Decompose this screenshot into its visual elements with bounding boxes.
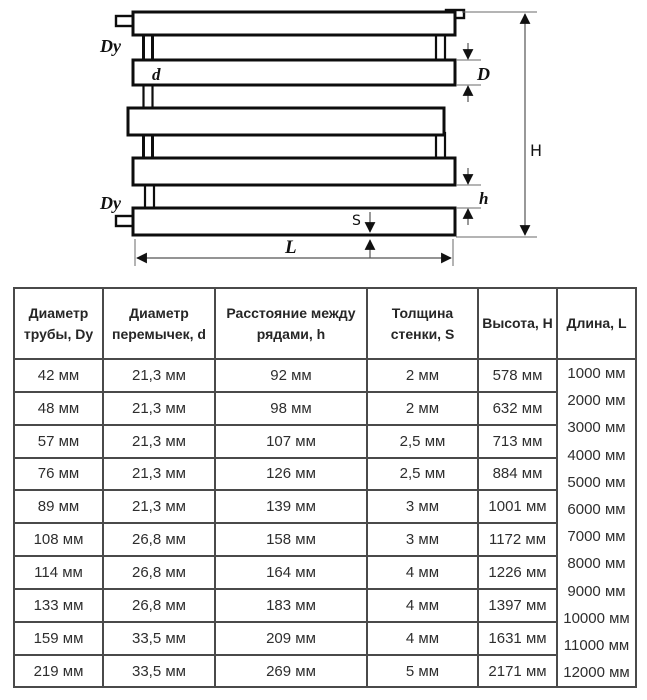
- table-cell: 114 мм: [14, 556, 103, 589]
- table-row: [14, 655, 636, 688]
- table-cell: 133 мм: [14, 589, 103, 622]
- label-h: h: [479, 189, 489, 208]
- tube-2: [133, 60, 455, 85]
- table-cell: 3 мм: [367, 490, 478, 523]
- table-cell: 269 мм: [215, 655, 367, 688]
- table-cell: 2 мм: [367, 359, 478, 392]
- table-cell: 4 мм: [367, 556, 478, 589]
- table-cell: 21,3 мм: [103, 490, 215, 523]
- table-cell: 1631 мм: [478, 622, 557, 655]
- table-row: [14, 622, 636, 655]
- table-cell: 76 мм: [14, 458, 103, 491]
- table-cell: 2171 мм: [478, 655, 557, 688]
- table-cell: 139 мм: [215, 490, 367, 523]
- length-value: 12000 мм: [563, 664, 630, 682]
- dim-h: [456, 168, 481, 225]
- table-cell: 2,5 мм: [367, 425, 478, 458]
- table-cell: 219 мм: [14, 655, 103, 688]
- jumper-left-4: [145, 183, 154, 210]
- jumper-right-3: [436, 133, 445, 160]
- table-cell: 33,5 мм: [103, 655, 215, 688]
- table-cell: 884 мм: [478, 458, 557, 491]
- length-value: 7000 мм: [567, 528, 626, 546]
- col-header-pipe-diameter: Диаметр трубы, Dy: [14, 288, 103, 359]
- length-value: 5000 мм: [567, 473, 626, 491]
- table-cell: 158 мм: [215, 523, 367, 556]
- length-value: 6000 мм: [567, 501, 626, 519]
- table-cell: 4 мм: [367, 622, 478, 655]
- table-cell: 209 мм: [215, 622, 367, 655]
- table-cell: 21,3 мм: [103, 458, 215, 491]
- table-cell: 159 мм: [14, 622, 103, 655]
- col-header-length: Длина, L: [557, 288, 636, 359]
- length-values-cell: [557, 359, 636, 687]
- tube-1: [133, 12, 455, 35]
- table-cell: 92 мм: [215, 359, 367, 392]
- table-cell: 713 мм: [478, 425, 557, 458]
- table-cell: 26,8 мм: [103, 589, 215, 622]
- dimensions-table: [13, 287, 637, 688]
- table-header-row: [14, 288, 636, 359]
- label-S: S: [352, 213, 361, 229]
- jumper-left-1: [144, 33, 153, 62]
- length-value: 11000 мм: [563, 637, 630, 655]
- length-value: 9000 мм: [567, 582, 626, 600]
- table-cell: 632 мм: [478, 392, 557, 425]
- table-cell: 5 мм: [367, 655, 478, 688]
- table-row: [14, 392, 636, 425]
- table-cell: 108 мм: [14, 523, 103, 556]
- table-cell: 1397 мм: [478, 589, 557, 622]
- table-cell: 1226 мм: [478, 556, 557, 589]
- tube-4: [133, 158, 455, 185]
- table-cell: 126 мм: [215, 458, 367, 491]
- table-row: [14, 523, 636, 556]
- jumper-right-1: [436, 33, 445, 62]
- label-H: H: [530, 141, 543, 160]
- table-row: [14, 458, 636, 491]
- table-cell: 1001 мм: [478, 490, 557, 523]
- label-L: L: [285, 237, 297, 258]
- table-cell: 98 мм: [215, 392, 367, 425]
- tube-3: [128, 108, 444, 135]
- col-header-jumper-diameter: Диаметр перемычек, d: [103, 288, 215, 359]
- table-row: [14, 425, 636, 458]
- table-cell: 183 мм: [215, 589, 367, 622]
- tube-5: [133, 208, 455, 235]
- length-value: 10000 мм: [563, 609, 630, 627]
- length-value: 2000 мм: [567, 392, 626, 410]
- table-cell: 26,8 мм: [103, 523, 215, 556]
- jumper-left-3: [144, 133, 153, 160]
- length-value: 8000 мм: [567, 555, 626, 573]
- table-cell: 57 мм: [14, 425, 103, 458]
- table-row: [14, 589, 636, 622]
- table-cell: 578 мм: [478, 359, 557, 392]
- label-dy-top: Dy: [100, 36, 121, 56]
- col-header-wall-thickness: Толщина стенки, S: [367, 288, 478, 359]
- table-row: [14, 359, 636, 392]
- table-cell: 4 мм: [367, 589, 478, 622]
- length-value: 1000 мм: [567, 365, 626, 382]
- table-cell: 48 мм: [14, 392, 103, 425]
- table-row: [14, 490, 636, 523]
- table-cell: 21,3 мм: [103, 359, 215, 392]
- table-cell: 2 мм: [367, 392, 478, 425]
- table-cell: 107 мм: [215, 425, 367, 458]
- length-value: 4000 мм: [567, 446, 626, 464]
- length-value: 3000 мм: [567, 419, 626, 437]
- table-cell: 89 мм: [14, 490, 103, 523]
- table-cell: 42 мм: [14, 359, 103, 392]
- register-drawing: [0, 0, 647, 282]
- table-cell: 33,5 мм: [103, 622, 215, 655]
- table-cell: 26,8 мм: [103, 556, 215, 589]
- table-row: [14, 556, 636, 589]
- table-cell: 21,3 мм: [103, 392, 215, 425]
- table-cell: 1172 мм: [478, 523, 557, 556]
- label-D: D: [477, 64, 490, 84]
- table-cell: 21,3 мм: [103, 425, 215, 458]
- col-header-height: Высота, H: [478, 288, 557, 359]
- col-header-row-distance: Расстояние между рядами, h: [215, 288, 367, 359]
- table-cell: 2,5 мм: [367, 458, 478, 491]
- table-cell: 3 мм: [367, 523, 478, 556]
- label-dy-bottom: Dy: [100, 193, 121, 213]
- jumper-left-2: [144, 83, 153, 110]
- label-d: d: [152, 65, 161, 84]
- table-cell: 164 мм: [215, 556, 367, 589]
